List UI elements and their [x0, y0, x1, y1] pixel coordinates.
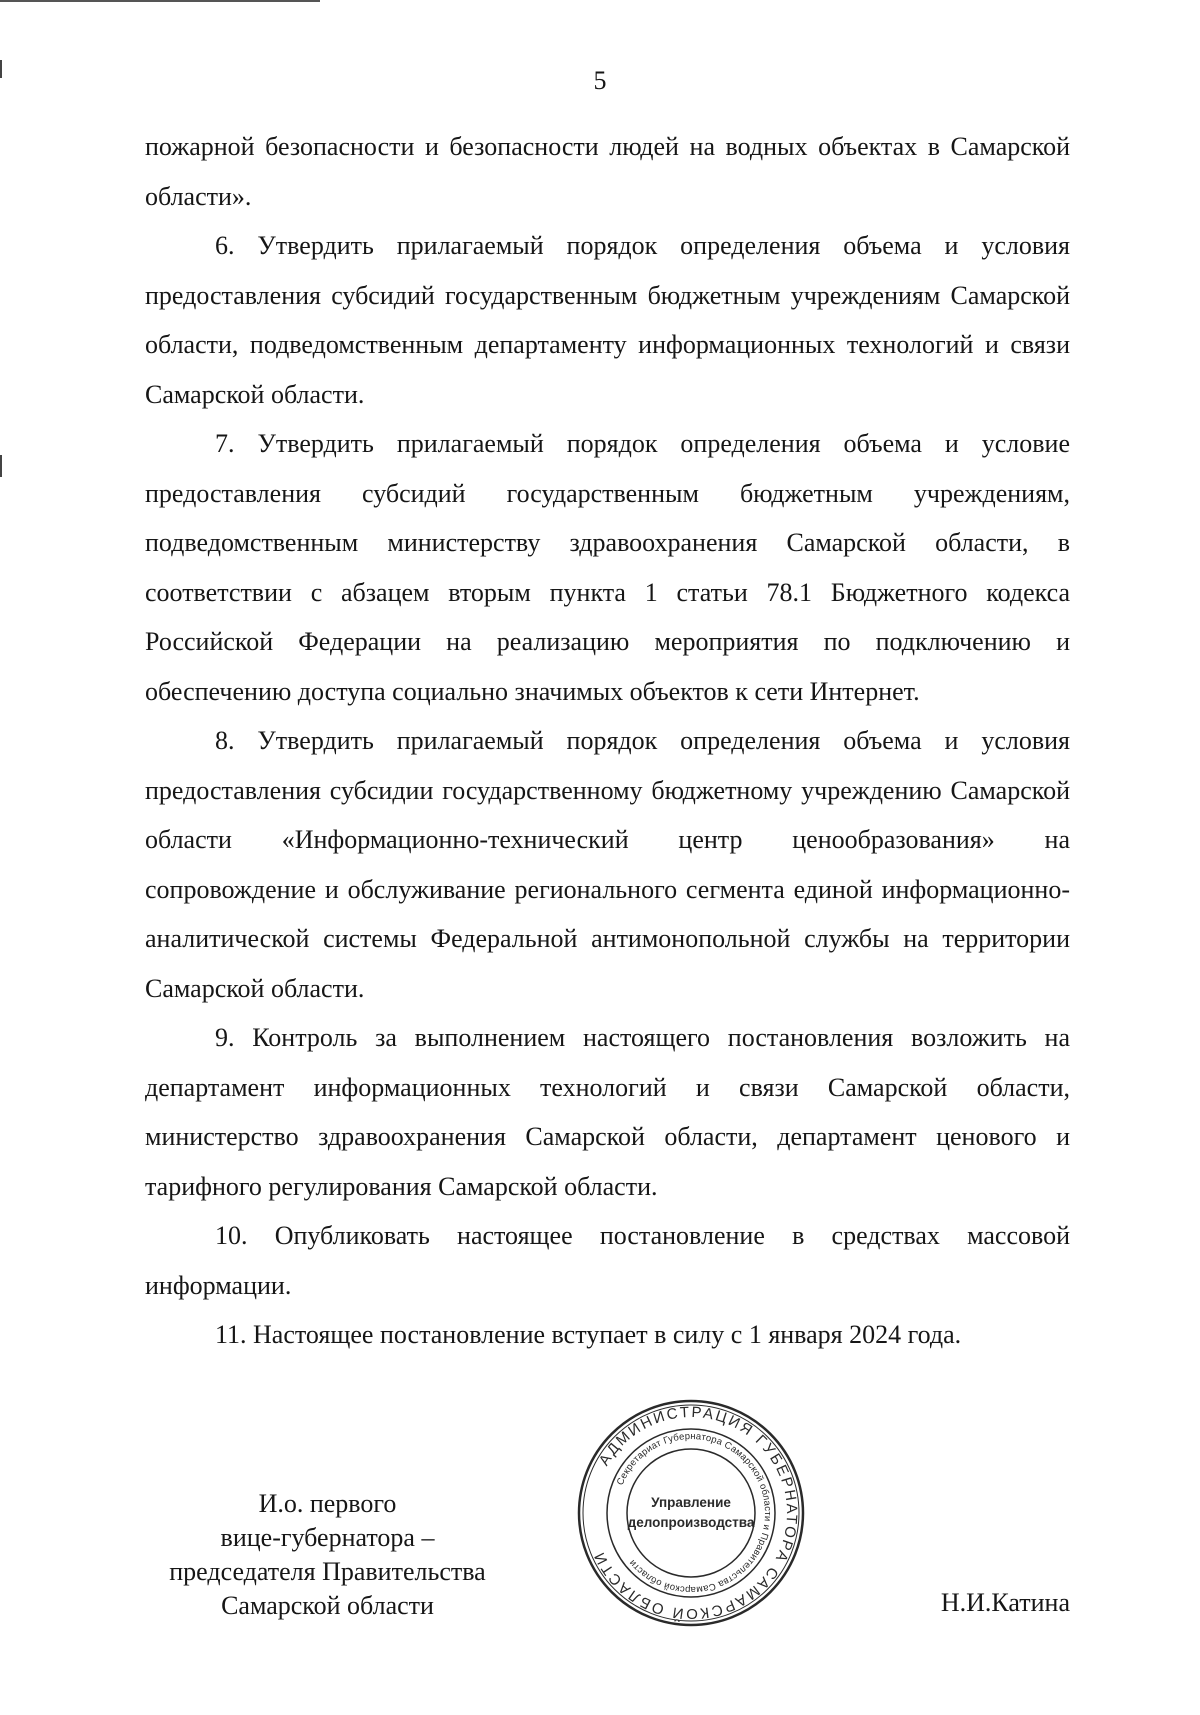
signatory-title-line: вице-губернатора –: [220, 1523, 435, 1552]
signatory-title: [150, 1487, 505, 1623]
paragraph-7: 7. Утвердить прилагаемый порядок определения объема и условие предоставления субсидий государственным бюджетным учреждениям, подведомственным министерству здравоохранения Самарской области, в соответствии с абзацем вторым пункта 1 статьи 78.1 Бюджетного кодекса Российской Федерации на реализацию мероприятия по подключению и обеспечению доступа социально значимых объектов к сети Интернет.: [145, 429, 1070, 706]
stamp-middle-ring: [607, 1429, 775, 1597]
stamp-center-line: делопроизводства: [627, 1515, 755, 1530]
scan-left-mark: [0, 455, 2, 477]
signatory-name: Н.И.Катина: [940, 1588, 1070, 1617]
official-stamp-seal: [575, 1397, 807, 1629]
scan-top-rule: [0, 0, 320, 2]
paragraph-11: 11. Настоящее постановление вступает в силу с 1 января 2024 года.: [215, 1320, 962, 1349]
page-number: 5: [593, 66, 607, 95]
paragraph-8: 8. Утвердить прилагаемый порядок определения объема и условия предоставления субсидии государственному бюджетному учреждению Самарской области «Информационно-технический центр ценообразования» на сопровождение и обслуживание регионального сегмента единой информационно-аналитической системы Федеральной антимонопольной службы на территории Самарской области.: [145, 726, 1070, 1003]
paragraph-9: 9. Контроль за выполнением настоящего постановления возложить на департамент информационных технологий и связи Самарской области, министерство здравоохранения Самарской области, департамент ценового и тарифного регулирования Самарской области.: [145, 1023, 1070, 1201]
stamp-inner-ring: [627, 1449, 755, 1577]
signatory-title-line: И.о. первого: [258, 1489, 397, 1518]
signatory-title-line: Самарской области: [221, 1591, 434, 1620]
stamp-inner-text: Секретариат Губернатора Самарской области и Правительства Самарской области: [614, 1430, 774, 1596]
signatory-title-line: председателя Правительства: [169, 1557, 486, 1586]
paragraph-6: 6. Утвердить прилагаемый порядок определения объема и условия предоставления субсидий государственным бюджетным учреждениям Самарской области, подведомственным департаменту информационных технологий и связи Самарской области.: [145, 231, 1070, 409]
stamp-center-line: Управление: [651, 1495, 731, 1510]
paragraph-continuation: пожарной безопасности и безопасности людей на водных объектах в Самарской области».: [145, 132, 1070, 211]
document-body: [145, 122, 1070, 1360]
stamp-outer-text: АДМИНИСТРАЦИЯ ГУБЕРНАТОРА САМАРСКОЙ ОБЛАСТИ: [590, 1403, 801, 1623]
paragraph-10: 10. Опубликовать настоящее постановление в средствах массовой информации.: [145, 1221, 1070, 1300]
